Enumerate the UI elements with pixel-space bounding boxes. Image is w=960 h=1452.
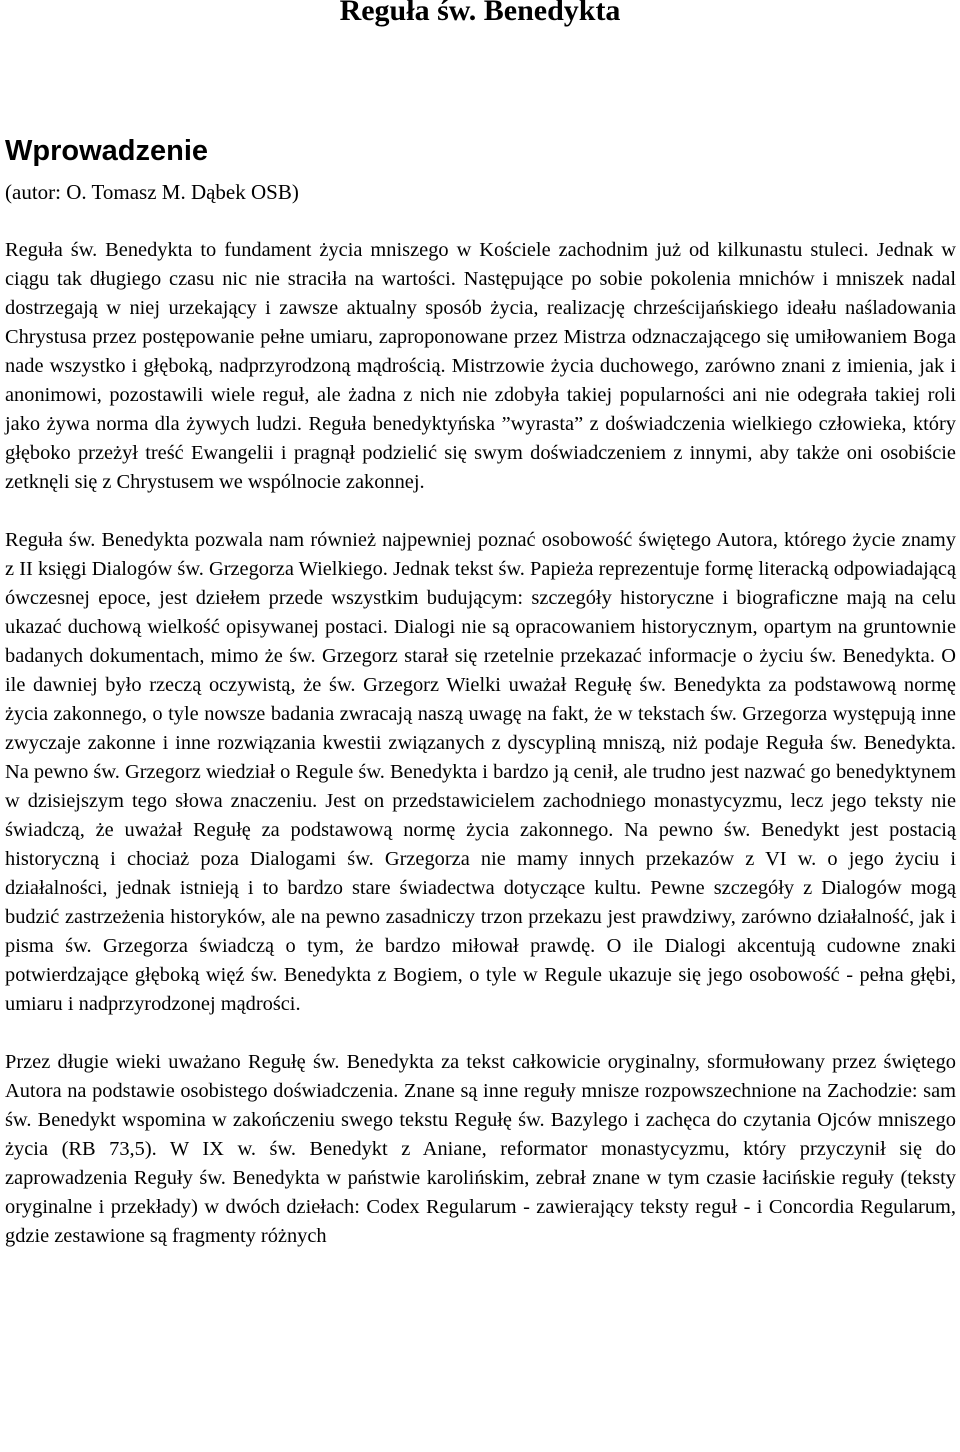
document-title: Reguła św. Benedykta [339, 0, 621, 27]
body-text [5, 236, 956, 1280]
paragraph: Reguła św. Benedykta to fundament życia mniszego w Kościele zachodnim już od kilkunastu stuleci. Jednak w ciągu tak długiego czasu nic nie straciła na wartości. Następujące po sobie pokolenia mnichów i mniszek nadal dostrzegają w niej urzekający i zawsze aktualny sposób życia, realizację chrześcijańskiego ideału naśladowania Chrystusa przez postępowanie pełne umiaru, zaproponowane przez Mistrza odznaczającego się umiłowaniem Boga nade wszystko i głęboką, nadprzyrodzoną mądrością. Mistrzowie życia duchowego, zarówno znani z imienia, jak i anonimowi, pozostawili wiele reguł, ale żadna z nich nie zdobyła takiej popularności ani nie odegrała takiej roli jako żywa norma dla żywych ludzi. Reguła benedyktyńska ”wyrasta” z doświadczenia wielkiego człowieka, który głęboko przeżył treść Ewangelii i pragnął podzielić się swym doświadczeniem z innymi, aby także oni osobiście zetknęli się z Chrystusem we wspólnocie zakonnej. [5, 239, 956, 493]
paragraph: Przez długie wieki uważano Regułę św. Benedykta za tekst całkowicie oryginalny, sformułowany przez świętego Autora na podstawie osobistego doświadczenia. Znane są inne reguły mnisze rozpowszechnione na Zachodzie: sam św. Benedykt wspomina w zakończeniu swego tekstu Regułę św. Bazylego i zachęca do czytania Ojców mniszego życia (RB 73,5). W IX w. św. Benedykt z Aniane, reformator monastycyzmu, który przyczynił się do zaprowadzenia Reguły św. Benedykta w państwie karolińskim, zebrał znane w tym czasie łacińskie reguły (teksty oryginalne i przekłady) w dwóch dziełach: Codex Regularum - zawierający teksty reguł - i Concordia Regularum, gdzie zestawione są fragmenty różnych [5, 1051, 956, 1247]
author-line: (autor: O. Tomasz M. Dąbek OSB) [5, 180, 299, 204]
paragraph: Reguła św. Benedykta pozwala nam również najpewniej poznać osobowość świętego Autora, którego życie znamy z II księgi Dialogów św. Grzegorza Wielkiego. Jednak tekst św. Papieża reprezentuje formę literacką odpowiadającą ówczesnej epoce, jest dziełem przede wszystkim budującym: szczegóły historyczne i biograficzne mają na celu ukazać duchową wielkość opisywanej postaci. Dialogi nie są opracowaniem historycznym, opartym na gruntownie badanych dokumentach, mimo że św. Grzegorz starał się rzetelnie przekazać informacje o życiu św. Benedykta. O ile dawniej było rzeczą oczywistą, że św. Grzegorz Wielki uważał Regułę św. Benedykta za podstawową normę życia zakonnego, o tyle nowsze badania zwracają naszą uwagę na fakt, że w tekstach św. Grzegorza występują inne zwyczaje zakonne i inne rozwiązania kwestii związanych z dyscypliną mniszą, niż podaje Reguła św. Benedykta. Na pewno św. Grzegorz wiedział o Regule św. Benedykta i bardzo ją cenił, ale trudno jest nazwać go benedyktynem w dzisiejszym tego słowa znaczeniu. Jest on przedstawicielem zachodniego monastycyzmu, lecz jego teksty nie świadczą, że uważał Regułę za podstawową normę życia zakonnego. Na pewno św. Benedykt jest postacią historyczną i chociaż poza Dialogami św. Grzegorza nie mamy innych przekazów z VI w. o jego życiu i działalności, jednak istnieją i to bardzo stare świadectwa dotyczące kultu. Pewne szczegóły z Dialogów mogą budzić zastrzeżenia historyków, ale na pewno zasadniczy trzon przekazu jest prawdziwy, zarówno działalność, jak i pisma św. Grzegorza świadczą o tym, że bardzo miłował prawdę. O ile Dialogi akcentują cudowne znaki potwierdzające głęboką więź św. Benedykta z Bogiem, o tyle w Regule ukazuje się jego osobowość - pełna głębi, umiaru i nadprzyrodzonej mądrości. [5, 529, 956, 1015]
section-heading: Wprowadzenie [5, 135, 209, 167]
